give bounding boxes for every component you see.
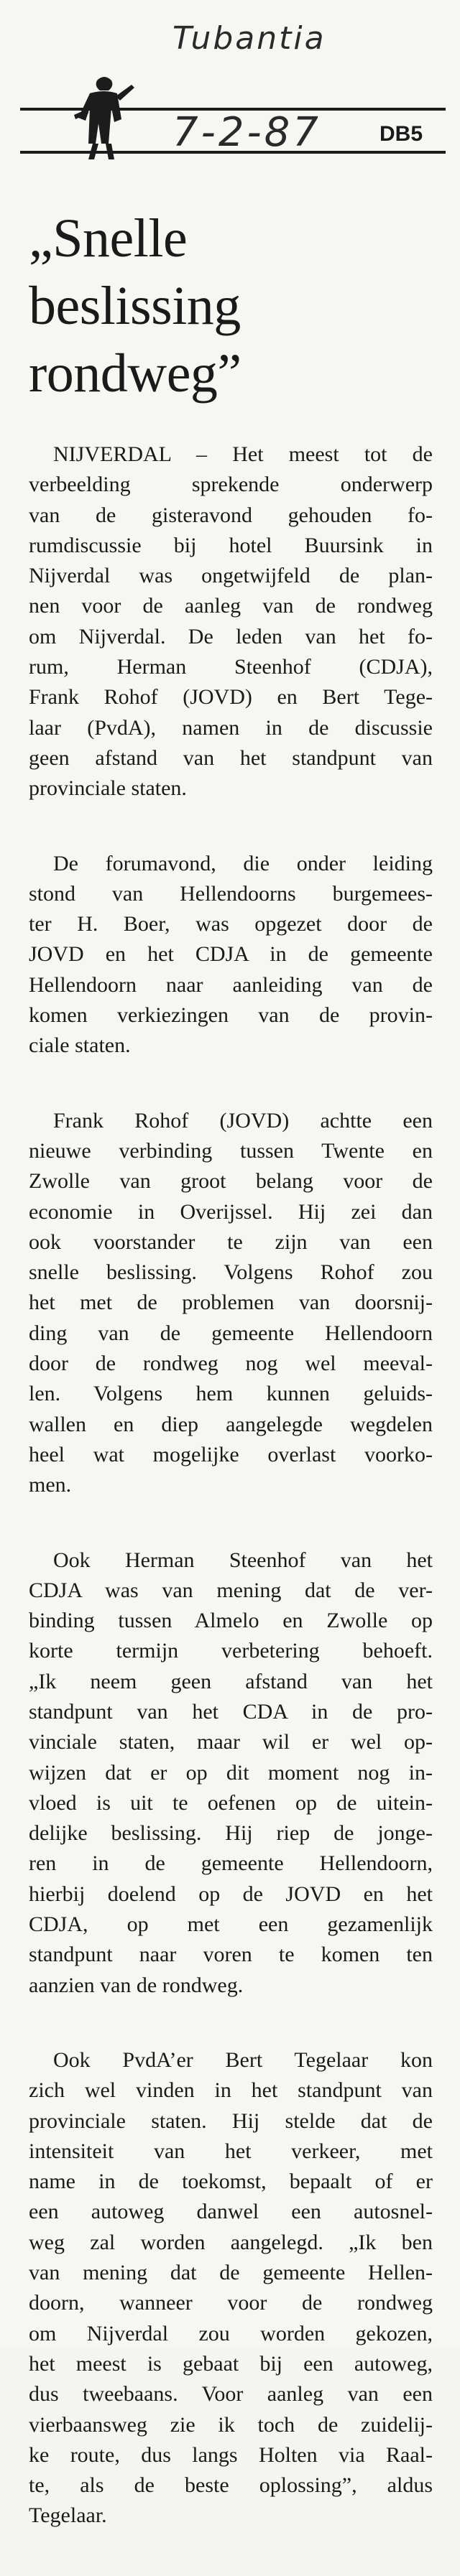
article-line: ciale staten.: [29, 1033, 131, 1058]
article-line: laar (PvdA), namen in de discussie: [29, 715, 433, 740]
article-line: intensiteit van het verkeer, met: [29, 2139, 433, 2163]
article-line: rum, Herman Steenhof (CDJA),: [29, 655, 433, 679]
article-line: De forumavond, die onder leiding: [53, 851, 433, 875]
newspaper-logo-figure-icon: [68, 72, 137, 162]
article-line: komen verkiezingen van de provin-: [29, 1003, 433, 1028]
article-line: NIJVERDAL – Het meest tot de: [53, 442, 433, 466]
article-line: wijzen dat er op dit moment nog in-: [29, 1760, 433, 1785]
article-line: Ook Herman Steenhof van het: [53, 1548, 433, 1572]
article-line: name in de toekomst, bepaalt of er: [29, 2170, 433, 2194]
article-line: Nijverdal was ongetwijfeld de plan-: [29, 564, 433, 588]
handwritten-date: 7-2-87: [172, 109, 321, 156]
article-line: „Ik neem geen afstand van het: [29, 1669, 433, 1693]
article-line: het meest is gebaat bij een autoweg,: [29, 2351, 433, 2376]
article-line: delijke beslissing. Hij riep de jonge-: [29, 1821, 433, 1846]
headline-line: rondweg”: [29, 343, 242, 404]
article-line: ook voorstander te zijn van een: [29, 1229, 433, 1254]
article-line: hierbij doelend op de JOVD en het: [29, 1882, 433, 1906]
article-paragraph: [29, 2045, 433, 2531]
article-line: ren in de gemeente Hellendoorn,: [29, 1851, 433, 1876]
article-line: standpunt van het CDA in de pro-: [29, 1699, 433, 1724]
article-line: verbeelding sprekende onderwerp: [29, 473, 433, 497]
article-line: rumdiscussie bij hotel Buursink in: [29, 533, 433, 557]
headline-line: beslissing: [29, 276, 241, 336]
article-line: heel wat mogelijke overlast voorko-: [29, 1442, 433, 1466]
article-line: Tegelaar.: [29, 2503, 107, 2528]
article-line: economie in Overijssel. Hij zei dan: [29, 1199, 433, 1224]
article-line: nen voor de aanleg van de rondweg: [29, 594, 433, 618]
article-line: Hellendoorn naar aanleiding van de: [29, 972, 433, 997]
article-line: vierbaansweg zie ik toch de zuidelij-: [29, 2412, 433, 2437]
article-line: het met de problemen van doorsnij-: [29, 1291, 433, 1315]
article-line: provinciale staten.: [29, 776, 187, 801]
article-line: men.: [29, 1473, 72, 1497]
article-line: dus tweebaans. Voor aanleg van een: [29, 2382, 433, 2407]
article-line: binding tussen Almelo en Zwolle op: [29, 1609, 433, 1633]
article-line: vloed is uit te oefenen op de uitein-: [29, 1790, 433, 1815]
article-line: een autoweg danwel een autosnel-: [29, 2200, 433, 2224]
article-line: ter H. Boer, was opgezet door de: [29, 912, 433, 936]
article-line: aanzien van de rondweg.: [29, 1973, 244, 1997]
article-line: van de gisteravond gehouden fo-: [29, 503, 433, 527]
article-line: weg zal worden aangelegd. „Ik ben: [29, 2230, 433, 2254]
article-line: nieuwe verbinding tussen Twente en: [29, 1138, 433, 1163]
article-line: doorn, wanneer voor de rondweg: [29, 2291, 433, 2315]
headline: [29, 205, 431, 407]
article-line: wallen en diep aangelegde wegdelen: [29, 1412, 433, 1436]
page-code: DB5: [380, 122, 423, 146]
article-line: zich wel vinden in het standpunt van: [29, 2078, 433, 2103]
article-line: len. Volgens hem kunnen geluids-: [29, 1382, 433, 1406]
headline-line: „Snelle: [29, 208, 188, 269]
article-line: geen afstand van het standpunt van: [29, 745, 433, 770]
article-line: om Nijverdal zou worden gekozen,: [29, 2321, 433, 2345]
article-line: provinciale staten. Hij stelde dat de: [29, 2108, 433, 2133]
article-paragraph: [29, 1106, 433, 1501]
article-line: snelle beslissing. Volgens Rohof zou: [29, 1260, 433, 1285]
article-line: CDJA, op met een gezamenlijk: [29, 1912, 433, 1937]
article-line: door de rondweg nog wel meeval-: [29, 1352, 433, 1376]
article-line: van mening dat de gemeente Hellen-: [29, 2261, 433, 2285]
article-line: ke route, dus langs Holten via Raal-: [29, 2442, 433, 2467]
article-line: Frank Rohof (JOVD) en Bert Tege-: [29, 685, 433, 710]
article-paragraph: [29, 1545, 433, 2001]
article-line: vinciale staten, maar wil er wel op-: [29, 1730, 433, 1754]
article-line: JOVD en het CDJA in de gemeente: [29, 942, 433, 967]
article-line: Ook PvdA’er Bert Tegelaar kon: [53, 2047, 433, 2072]
article-line: standpunt naar voren te komen ten: [29, 1943, 433, 1967]
article-line: Zwolle van groot belang voor de: [29, 1169, 433, 1194]
article-body: [29, 440, 433, 2576]
article-line: om Nijverdal. De leden van het fo-: [29, 624, 433, 648]
article-line: Frank Rohof (JOVD) achtte een: [53, 1108, 433, 1133]
article-paragraph: [29, 440, 433, 804]
article-line: stond van Hellendoorns burgemees-: [29, 881, 433, 906]
article-line: CDJA was van mening dat de ver-: [29, 1578, 433, 1602]
article-line: te, als de beste oplossing”, aldus: [29, 2473, 433, 2498]
article-line: ding van de gemeente Hellendoorn: [29, 1321, 433, 1345]
article-line: korte termijn verbetering behoeft.: [29, 1639, 433, 1663]
article-paragraph: [29, 849, 433, 1061]
handwritten-source-note: Tubantia: [172, 20, 326, 57]
